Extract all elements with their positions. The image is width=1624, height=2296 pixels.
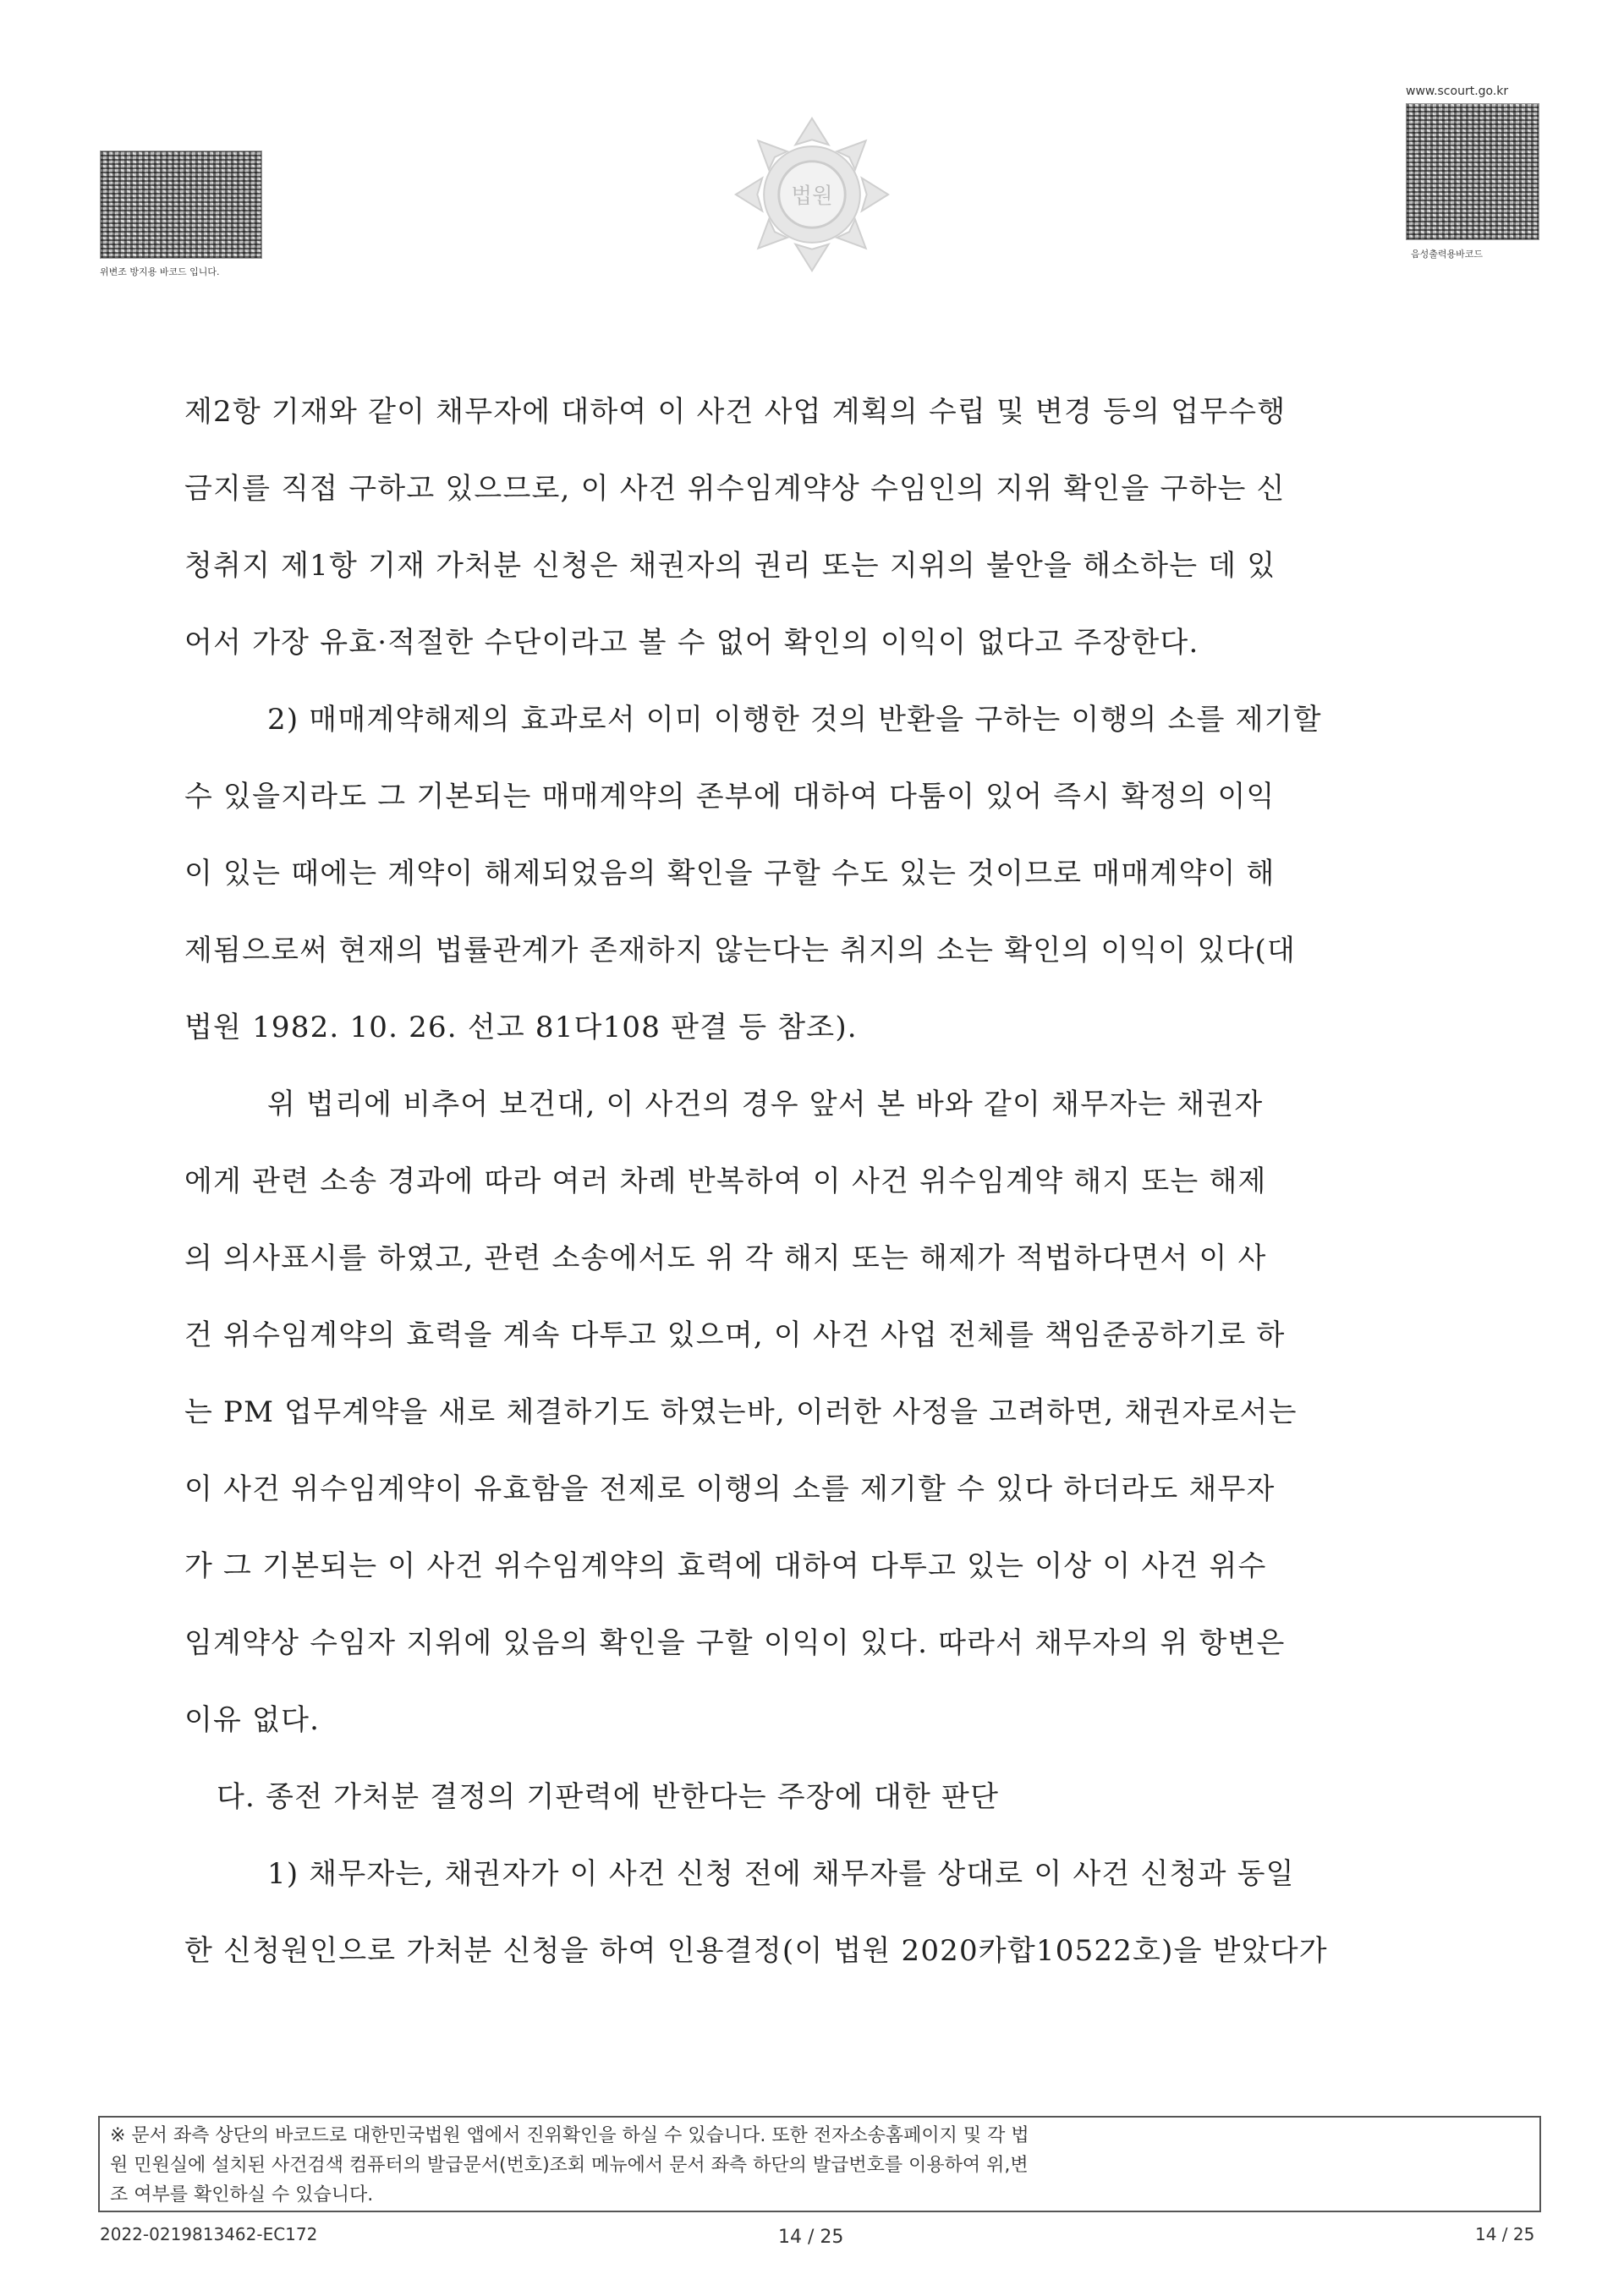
body-line: 어서 가장 유효·적절한 수단이라고 볼 수 없어 확인의 이익이 없다고 주장한다. bbox=[184, 626, 1199, 660]
authenticity-barcode-caption: 위변조 방지용 바코드 입니다. bbox=[100, 266, 220, 277]
notice-line: 조 여부를 확인하실 수 있습니다. bbox=[110, 2184, 374, 2206]
body-line: 한 신청원인으로 가처분 신청을 하여 인용결정(이 법원 2020카합10522호)을 받았다가 bbox=[184, 1934, 1328, 1968]
body-line: 는 PM 업무계약을 새로 체결하기도 하였는바, 이러한 사정을 고려하면, 채권자로서는 bbox=[184, 1395, 1298, 1429]
authenticity-notice-box bbox=[98, 2116, 1541, 2212]
site-url: www.scourt.go.kr bbox=[1406, 85, 1509, 98]
body-line: 1) 채무자는, 채권자가 이 사건 신청 전에 채무자를 상대로 이 사건 신청과 동일 bbox=[267, 1857, 1295, 1891]
body-line: 의 의사표시를 하였고, 관련 소송에서도 위 각 해지 또는 해제가 적법하다면서 이 사 bbox=[184, 1241, 1267, 1275]
authenticity-barcode bbox=[100, 151, 262, 259]
page-number: 14 / 25 bbox=[778, 2227, 844, 2248]
body-line: 위 법리에 비추어 보건대, 이 사건의 경우 앞서 본 바와 같이 채무자는 채권자 bbox=[267, 1088, 1264, 1121]
body-line: 건 위수임계약의 효력을 계속 다투고 있으며, 이 사건 사업 전체를 책임준공하기로 하 bbox=[184, 1318, 1286, 1352]
document-body bbox=[184, 374, 1443, 1990]
body-line: 금지를 직접 구하고 있으므로, 이 사건 위수임계약상 수임인의 지위 확인을 구하는 신 bbox=[184, 472, 1286, 506]
body-line: 가 그 기본되는 이 사건 위수임계약의 효력에 대하여 다투고 있는 이상 이 사건 위수 bbox=[184, 1549, 1267, 1583]
court-emblem-label: 법원 bbox=[791, 183, 833, 209]
notice-line: ※ 문서 좌측 상단의 바코드로 대한민국법원 앱에서 진위확인을 하실 수 있습니다. 또한 전자소송홈페이지 및 각 법 bbox=[110, 2125, 1029, 2146]
audio-output-barcode-caption: 음성출력용바코드 bbox=[1411, 249, 1484, 260]
body-line: 이유 없다. bbox=[184, 1703, 321, 1737]
court-emblem-icon bbox=[729, 112, 895, 277]
body-line: 법원 1982. 10. 26. 선고 81다108 판결 등 참조). bbox=[184, 1011, 858, 1044]
issue-number: 2022-0219813462-EC172 bbox=[100, 2224, 318, 2244]
page-number-right: 14 / 25 bbox=[1475, 2224, 1535, 2244]
body-line: 이 사건 위수임계약이 유효함을 전제로 이행의 소를 제기할 수 있다 하더라도 채무자 bbox=[184, 1472, 1276, 1506]
body-line: 이 있는 때에는 계약이 해제되었음의 확인을 구할 수도 있는 것이므로 매매계약이 해 bbox=[184, 857, 1276, 890]
notice-line: 원 민원실에 설치된 사건검색 컴퓨터의 발급문서(번호)조회 메뉴에서 문서 좌측 하단의 발급번호를 이용하여 위,변 bbox=[110, 2155, 1029, 2176]
body-line: 임계약상 수임자 지위에 있음의 확인을 구할 이익이 있다. 따라서 채무자의 위 항변은 bbox=[184, 1626, 1286, 1660]
body-line: 수 있을지라도 그 기본되는 매매계약의 존부에 대하여 다툼이 있어 즉시 확정의 이익 bbox=[184, 780, 1276, 814]
section-heading: 다. 종전 가처분 결정의 기판력에 반한다는 주장에 대한 판단 bbox=[217, 1780, 1000, 1814]
body-line: 2) 매매계약해제의 효과로서 이미 이행한 것의 반환을 구하는 이행의 소를 제기할 bbox=[267, 703, 1322, 737]
body-line: 청취지 제1항 기재 가처분 신청은 채권자의 권리 또는 지위의 불안을 해소하는 데 있 bbox=[184, 549, 1276, 583]
body-line: 제됨으로써 현재의 법률관계가 존재하지 않는다는 취지의 소는 확인의 이익이 있다(대 bbox=[184, 934, 1297, 967]
body-line: 에게 관련 소송 경과에 따라 여러 차례 반복하여 이 사건 위수임계약 해지 또는 해제 bbox=[184, 1164, 1267, 1198]
body-line: 제2항 기재와 같이 채무자에 대하여 이 사건 사업 계획의 수립 및 변경 등의 업무수행 bbox=[184, 395, 1287, 429]
audio-output-barcode bbox=[1406, 103, 1539, 240]
